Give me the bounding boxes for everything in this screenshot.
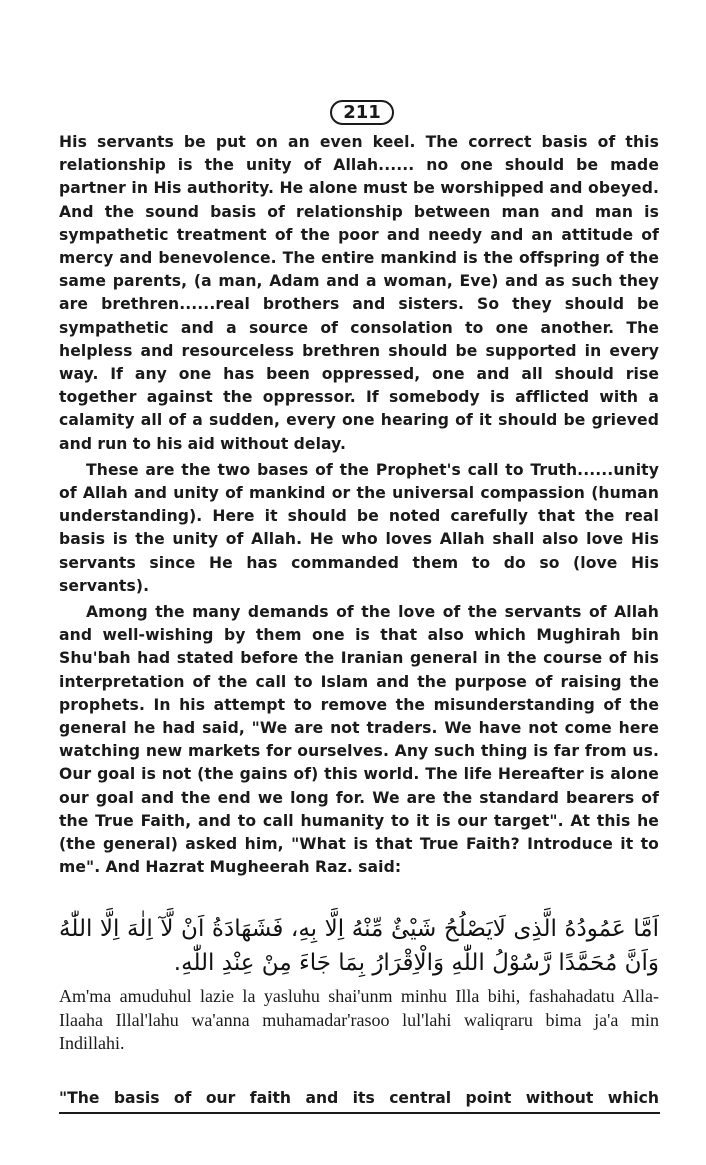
paragraph-2: These are the two bases of the Prophet's call to Truth......unity of Allah and unity of mankind or the universal compassion (human understanding). Here it should be noted carefully that the real basis is the unity of Allah. He who loves Allah shall also love His servants since He has commanded them to do so (love His servants). <box>59 460 659 595</box>
body-text <box>59 131 659 880</box>
translation-first-line: "The basis of our faith and its central point without which <box>59 1089 659 1107</box>
arabic-quotation: اَمَّا عَمُودُهُ الَّذِى لَايَصْلُحُ شَيْئٌ مِّنْهُ اِلَّا بِهِ، فَشَهَادَةُ اَنْ لَّآ اِلٰهَ اِلَّا اللّٰهُ وَاَنَّ مُحَمَّدًا رَّسُوْلُ اللّٰهِ وَالْاِقْرَارُ بِمَا جَاءَ مِنْ عِنْدِ اللّٰهِ. <box>59 916 659 976</box>
footer-rule <box>59 1112 660 1114</box>
paragraph-1: His servants be put on an even keel. The correct basis of this relationship is the unity of Allah...... no one should be made partner in His authority. He alone must be worshipped and obeyed. And the sound basis of relationship between man and man is sympathetic treatment of the poor and needy and an attitude of mercy and benevolence. The entire mankind is the offspring of the same parents, (a man, Adam and a woman, Eve) and as such they are brethren......real brothers and sisters. So they should be sympathetic and a source of consolation to one another. The helpless and resourceless brethren should be supported in every way. If any one has been oppressed, one and all should rise together against the oppressor. If somebody is afflicted with a calamity all of a sudden, every one hearing of it should be grieved and run to his aid without delay. <box>59 133 659 453</box>
page-number: 211 <box>330 100 394 125</box>
paragraph-3: Among the many demands of the love of the servants of Allah and well-wishing by them one is that also which Mughirah bin Shu'bah had stated before the Iranian general in the course of his interpretation of the call to Islam and the purpose of raising the prophets. In his attempt to remove the misunderstanding of the general he had said, "We are not traders. We have not come here watching new markets for ourselves. Any such thing is far from us. Our goal is not (the gains of) this world. The life Hereafter is alone our goal and the end we long for. We are the standard bearers of the True Faith, and to call humanity to it is our target". At this he (the general) asked him, "What is that True Faith? Introduce it to me". And Hazrat Mugheerah Raz. said: <box>59 603 659 877</box>
transliteration: Am'ma amuduhul lazie la yasluhu shai'unm minhu Illa bihi, fashahadatu Alla-Ilaaha Illal'lahu wa'anna muhamadar'rasoo lul'lahi waliqraru bima ja'a min Indillahi. <box>59 986 659 1053</box>
